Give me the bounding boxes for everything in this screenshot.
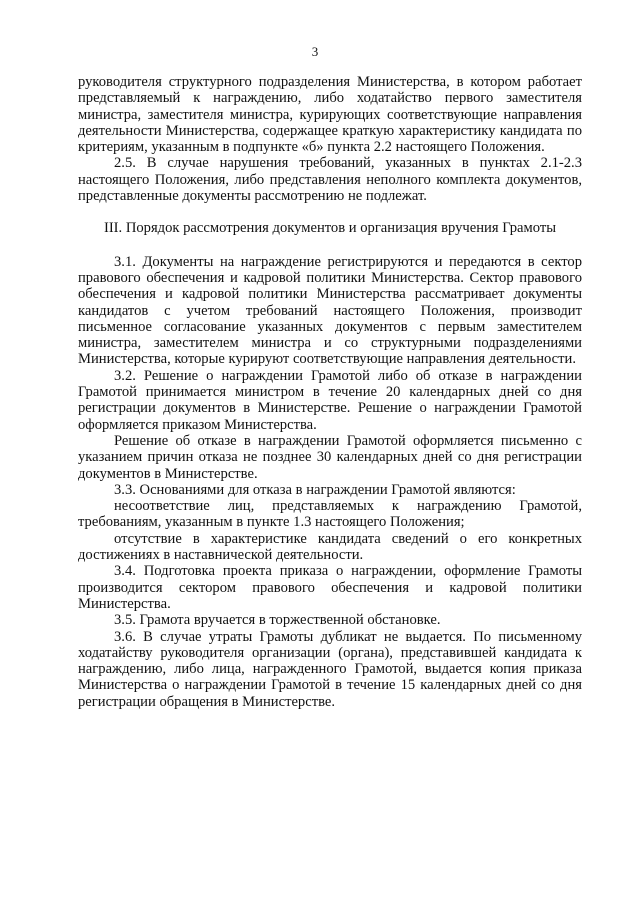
page-number: 3 xyxy=(311,44,319,59)
paragraph-3-6: 3.6. В случае утраты Грамоты дубликат не выдается. По письменному ходатайству руководителя организации (органа), представившей кандидата к награждению, либо лица, награжденного Грамотой, выдается копия приказа Министерства о награждении Грамотой в течение 15 календарных дней со дня регистрации обращения в Министерстве. xyxy=(78,628,582,710)
section-3-heading: III. Порядок рассмотрения документов и организация вручения Грамоты xyxy=(103,220,557,237)
paragraph-3-3: 3.3. Основаниями для отказа в награждении Грамотой являются: xyxy=(114,481,516,498)
paragraph-3-3-reason-2: отсутствие в характеристике кандидата сведений о его конкретных достижениях в наставнической деятельности. xyxy=(78,530,582,564)
section-2-continuation-paragraph: руководителя структурного подразделения Министерства, в котором работает представляемый к награждению, либо ходатайство первого заместителя министра, заместителя министра, курирующих соответствующие направления деятельности Министерства, содержащее краткую характеристику кандидата по критериям, указанным в подпункте «б» пункта 2.2 настоящего Положения. xyxy=(78,74,582,156)
paragraph-3-1: 3.1. Документы на награждение регистрируются и передаются в сектор правового обеспечения и кадровой политики Министерства. Сектор правового обеспечения и кадровой политики Министерства рассматривает документы кандидатов с учетом требований настоящего Положения, производит письменное согласование указанных документов с первым заместителем министра, заместителем министра и со структурными подразделениями Министерства, которые курируют соответствующие направления деятельности. xyxy=(78,253,582,368)
paragraph-3-4: 3.4. Подготовка проекта приказа о награждении, оформление Грамоты производится сектором правового обеспечения и кадровой политики Министерства. xyxy=(78,563,582,612)
document-body xyxy=(78,74,582,710)
paragraph-3-5: 3.5. Грамота вручается в торжественной обстановке. xyxy=(114,612,441,629)
paragraph-3-2: 3.2. Решение о награждении Грамотой либо об отказе в награждении Грамотой принимается министром в течение 20 календарных дней со дня регистрации документов в Министерстве. Решение о награждении Грамотой оформляется приказом Министерства. xyxy=(78,367,582,433)
paragraph-3-3-reason-1: несоответствие лиц, представляемых к награждению Грамотой, требованиям, указанным в пункте 1.3 настоящего Положения; xyxy=(78,498,582,531)
paragraph-2-5: 2.5. В случае нарушения требований, указанных в пунктах 2.1-2.3 настоящего Положения, либо представления неполного комплекта документов, представленные документы рассмотрению не подлежат. xyxy=(78,155,582,205)
paragraph-3-2-refusal: Решение об отказе в награждении Грамотой оформляется письменно с указанием причин отказа не позднее 30 календарных дней со дня регистрации документов в Министерстве. xyxy=(78,432,582,482)
